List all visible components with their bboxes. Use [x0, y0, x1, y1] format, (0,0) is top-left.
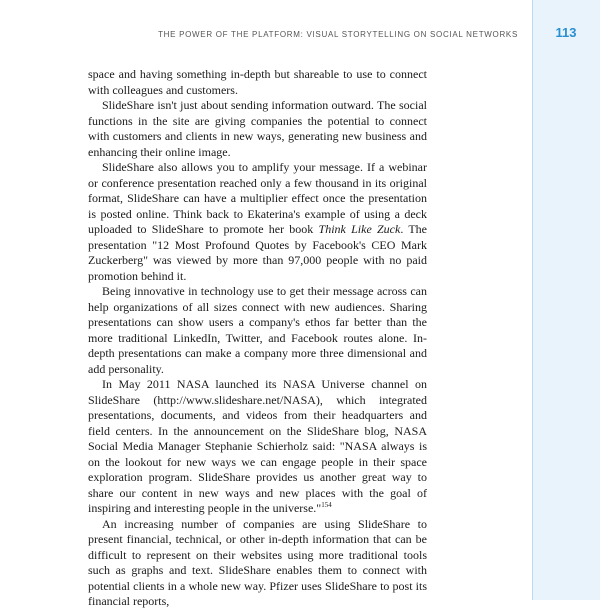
paragraph: space and having something in-depth but shareable to use to connect with colleagues and customers. — [88, 67, 427, 97]
paragraph — [88, 377, 427, 517]
paragraph-text: In May 2011 NASA launched its NASA Universe channel on SlideShare (http://www.slideshare.net/NASA), which integrated presentations, documents, and videos from their headquarters and field centers. In the announcement on the SlideShare blog, NASA Social Media Manager Stephanie Schierholz said: "NASA always is on the lookout for new ways we can engage people in their space exploration program. SlideShare provides us another great way to share our content in new ways and new places with the goal of inspiring and interesting people in the universe." — [88, 377, 427, 515]
paragraph — [88, 160, 427, 284]
side-margin-band — [532, 0, 600, 600]
running-header: THE POWER OF THE PLATFORM: VISUAL STORYTELLING ON SOCIAL NETWORKS — [158, 30, 518, 39]
book-title: Think Like Zuck — [318, 222, 401, 236]
paragraph: SlideShare isn't just about sending information outward. The social functions in the site are giving companies the potential to connect with customers and clients in new ways, generating new business and enhancing their online image. — [88, 98, 427, 159]
body-text — [88, 67, 427, 610]
paragraph-text: . The presentation "12 Most Profound Quotes by Facebook's CEO Mark Zuckerberg" was viewed by more than 97,000 people with no paid promotion behind it. — [88, 222, 427, 283]
page-number: 113 — [555, 25, 577, 40]
paragraph-text: SlideShare also allows you to amplify your message. If a webinar or conference presentation reached only a few thousand in its original format, SlideShare can have a multiplier effect once the presentation is posted online. Think back to Ekaterina's example of using a deck uploaded to SlideShare to promote her book — [88, 160, 427, 236]
paragraph: An increasing number of companies are using SlideShare to present financial, technical, or other in-depth information that can be difficult to represent on their websites using more traditional tools such as graphs and text. SlideShare enables them to connect with potential clients in a whole new way. Pfizer uses SlideShare to post its financial reports, — [88, 516, 427, 608]
footnote-ref: 154 — [321, 501, 332, 509]
paragraph: Being innovative in technology use to get their message across can help organizations of all sizes connect with new audiences. Sharing presentations can show users a company's ethos far better than the more traditional LinkedIn, Twitter, and Facebook routes alone. In-depth presentations can make a company more three dimensional and add personality. — [88, 284, 427, 376]
